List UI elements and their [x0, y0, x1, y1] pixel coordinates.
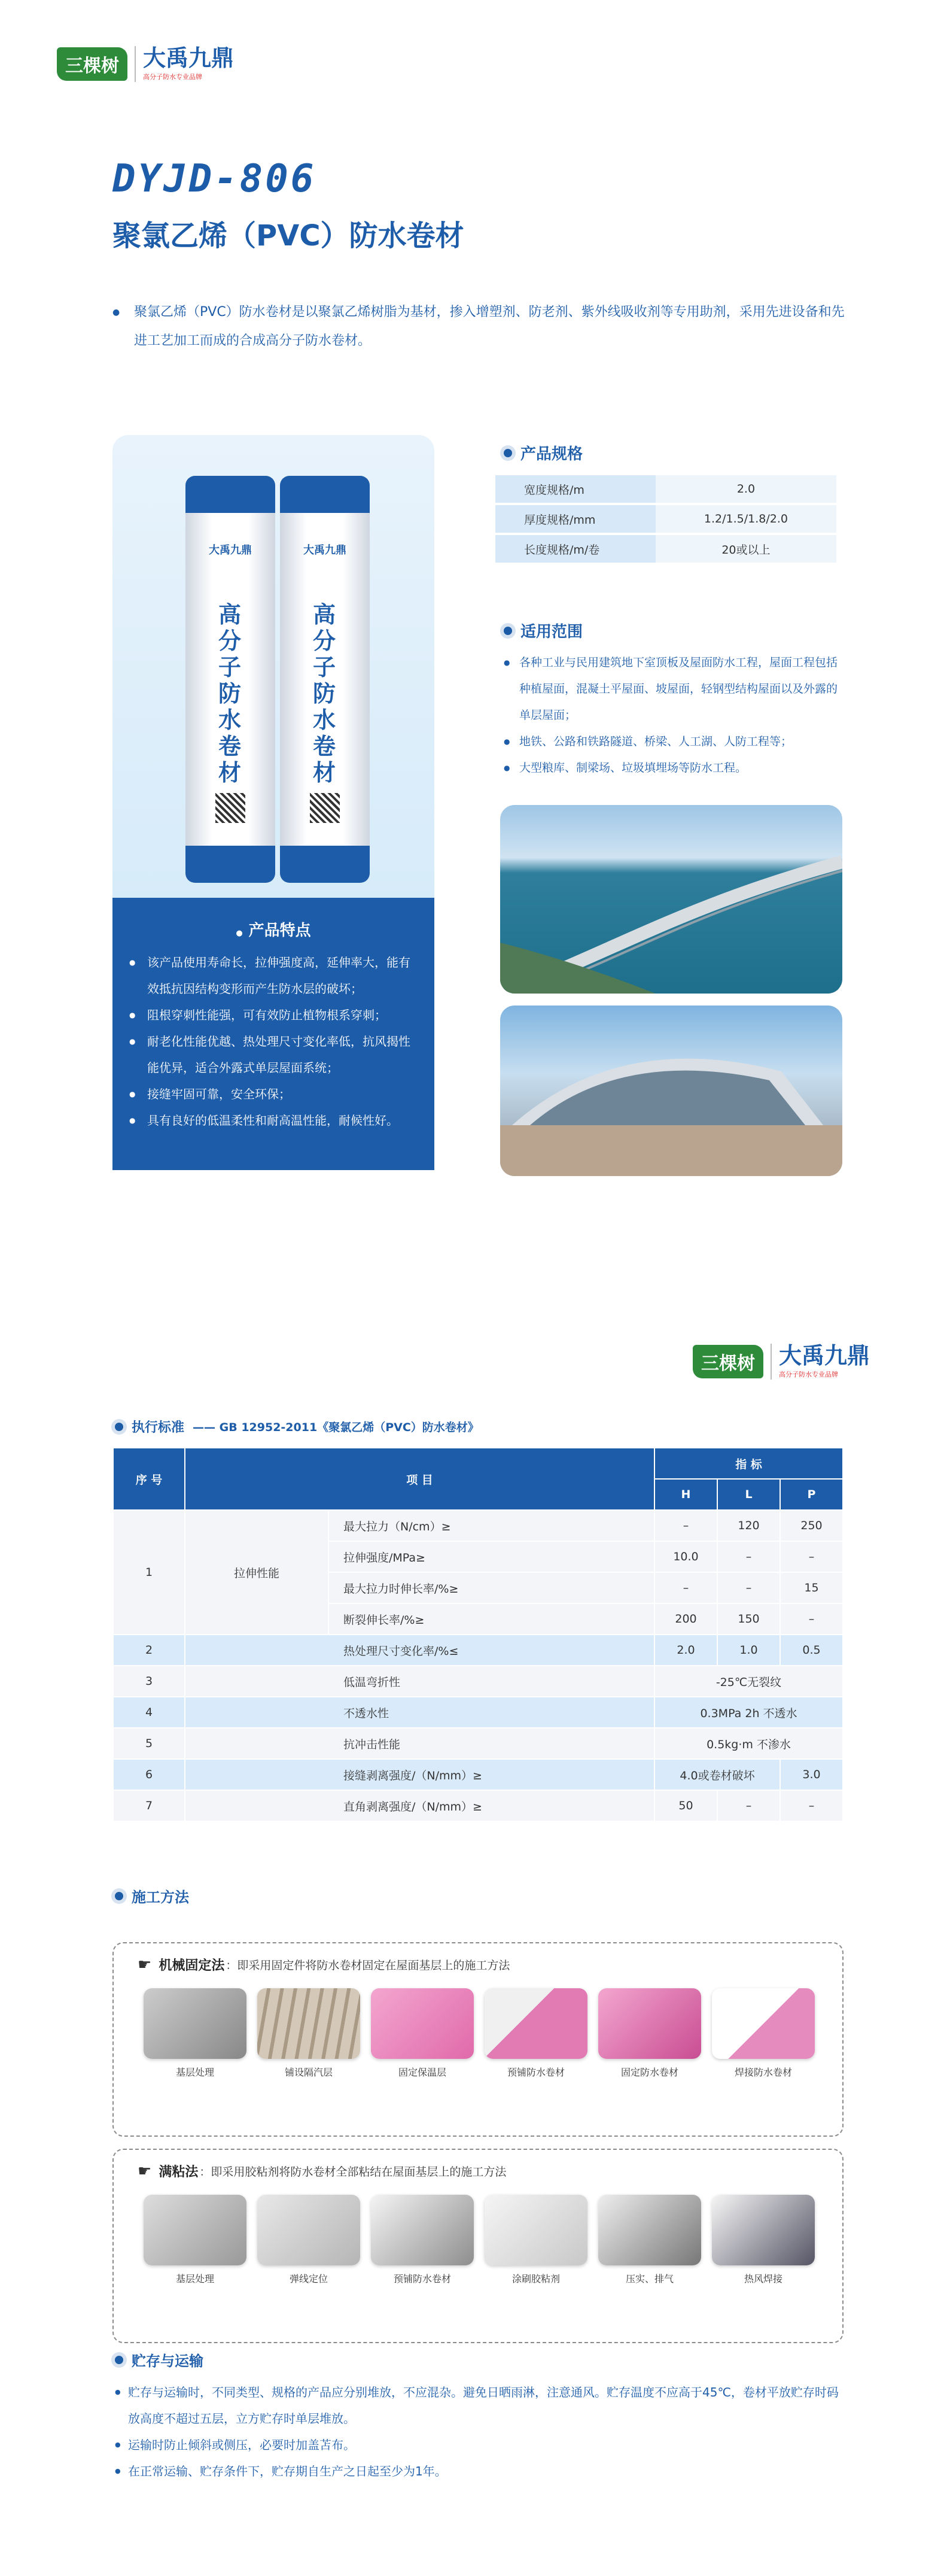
features-panel	[112, 898, 434, 1170]
mech-method-desc: ：即采用固定件将防水卷材固定在屋面基层上的施工方法	[226, 1959, 510, 1972]
feature-item: ● 耐老化性能优越、热处理尺寸变化率低，抗风揭性能优异，适合外露式单层屋面系统；	[129, 1028, 414, 1081]
col-header-item: 项 目	[185, 1448, 654, 1510]
full-method-title	[138, 2162, 506, 2180]
cell-no: 5	[113, 1728, 185, 1759]
mech-step	[144, 1988, 246, 2079]
mech-step	[485, 1988, 587, 2079]
roll-band-bottom	[185, 846, 275, 883]
standard-heading	[115, 1417, 479, 1436]
hand-icon: ☛	[138, 2162, 152, 2180]
roll-band-top	[185, 476, 275, 513]
scope-heading	[504, 619, 583, 642]
step-image	[144, 1988, 246, 2059]
step-label: 焊接防水卷材	[734, 2067, 792, 2078]
spec-value: 20或以上	[656, 535, 836, 563]
step-image	[598, 1988, 701, 2059]
cell-item: 不透水性	[185, 1697, 654, 1728]
features-heading-dot: ●	[236, 929, 243, 938]
col-header-p: P	[780, 1479, 843, 1510]
cell-h: 200	[654, 1603, 717, 1635]
cell-l: 120	[717, 1510, 780, 1541]
spec-row	[495, 505, 836, 533]
feature-item: ● 阻根穿刺性能强，可有效防止植物根系穿刺；	[129, 1002, 414, 1028]
features-heading-text: 产品特点	[248, 922, 311, 940]
roll-logo: 大禹九鼎	[209, 544, 252, 557]
cell-p: –	[780, 1603, 843, 1635]
feature-item: ● 具有良好的低温柔性和耐高温性能，耐候性好。	[129, 1107, 414, 1134]
brand-name: 大禹九鼎	[779, 1342, 870, 1369]
cell-l: 1.0	[717, 1635, 780, 1666]
product-model: DYJD-806	[112, 157, 316, 201]
feature-item: ● 该产品使用寿命长，拉伸强度高，延伸率大，能有效抵抗因结构变形而产生防水层的破坏；	[129, 949, 414, 1002]
spec-row	[495, 475, 836, 503]
scope-heading-text: 适用范围	[520, 623, 583, 641]
step-label: 压实、排气	[625, 2273, 674, 2285]
step-image	[485, 1988, 587, 2059]
heading-dot	[504, 449, 512, 457]
expo-center-photo	[500, 1006, 842, 1176]
cell-p: 15	[780, 1572, 843, 1603]
cell-no: 2	[113, 1635, 185, 1666]
storage-heading	[115, 2349, 203, 2370]
cell-p: –	[780, 1790, 843, 1821]
logo-divider	[135, 46, 136, 82]
col-header-h: H	[654, 1479, 717, 1510]
spec-value: 2.0	[656, 475, 836, 503]
mech-step	[598, 1988, 701, 2079]
cell-h: 2.0	[654, 1635, 717, 1666]
mech-step	[371, 1988, 474, 2079]
step-image	[712, 2195, 815, 2265]
cell-l: 150	[717, 1603, 780, 1635]
cell-no: 4	[113, 1697, 185, 1728]
cell-item: 低温弯折性	[185, 1666, 654, 1697]
heading-dot	[504, 627, 512, 635]
table-row	[113, 1728, 843, 1759]
cell-p: 0.5	[780, 1635, 843, 1666]
mech-step	[712, 1988, 815, 2079]
hand-icon: ☛	[138, 1955, 152, 1974]
step-label: 弹线定位	[289, 2273, 328, 2285]
product-image-panel	[112, 435, 434, 907]
step-label: 热风焊接	[744, 2273, 782, 2285]
mech-method-name: 机械固定法	[159, 1958, 225, 1973]
spec-label: 长度规格/m/卷	[495, 535, 656, 563]
cell-group: 拉伸性能	[185, 1510, 328, 1635]
cell-h: –	[654, 1572, 717, 1603]
col-header-l: L	[717, 1479, 780, 1510]
cell-no: 1	[113, 1510, 185, 1635]
scope-list	[504, 649, 842, 781]
scope-item: ● 各种工业与民用建筑地下室顶板及屋面防水工程，屋面工程包括种植屋面，混凝土平屋面、坡屋面，轻钢型结构屋面以及外露的单层屋面；	[504, 649, 842, 728]
table-row	[113, 1510, 843, 1541]
full-step	[598, 2195, 701, 2285]
bridge-photo	[500, 805, 842, 994]
standard-table	[112, 1447, 844, 1822]
full-method-name: 满粘法	[159, 2165, 199, 2180]
logo-divider	[771, 1344, 772, 1380]
product-roll-1	[185, 476, 275, 883]
mech-method-title	[138, 1955, 510, 1974]
cell-hl: 4.0或卷材破坏	[654, 1759, 780, 1790]
roll-text: 高分子防水卷材	[312, 602, 336, 786]
table-row	[113, 1759, 843, 1790]
mech-method-box	[112, 1942, 844, 2137]
storage-item: ● 运输时防止倾斜或侧压，必要时加盖苫布。	[115, 2432, 846, 2458]
scope-item: ● 大型粮库、制梁场、垃圾填埋场等防水工程。	[504, 755, 842, 781]
col-header-index: 指 标	[654, 1448, 843, 1479]
scope-item: ● 地铁、公路和铁路隧道、桥梁、人工湖、人防工程等；	[504, 728, 842, 755]
step-image	[257, 1988, 360, 2059]
full-step	[257, 2195, 360, 2285]
cell-h: 50	[654, 1790, 717, 1821]
cell-no: 6	[113, 1759, 185, 1790]
cell-item: 直角剥离强度/（N/mm）≥	[185, 1790, 654, 1821]
cell-item: 热处理尺寸变化率/%≤	[185, 1635, 654, 1666]
heading-dot	[115, 2356, 123, 2364]
cell-item: 接缝剥离强度/（N/mm）≥	[185, 1759, 654, 1790]
heading-dot	[115, 1892, 123, 1900]
roll-qr	[310, 793, 340, 823]
step-label: 固定保温层	[398, 2067, 446, 2078]
full-method-desc: ：即采用胶粘剂将防水卷材全部粘结在屋面基层上的施工方法	[199, 2165, 507, 2179]
table-row	[113, 1790, 843, 1821]
spec-value: 1.2/1.5/1.8/2.0	[656, 505, 836, 533]
building-drawing	[500, 1006, 842, 1176]
brand-slogan: 高分子防水专业品牌	[779, 1371, 838, 1378]
step-image	[485, 2195, 587, 2265]
full-step	[144, 2195, 246, 2285]
header-logos	[57, 43, 234, 85]
cell-merged: 0.3MPa 2h 不透水	[654, 1697, 843, 1728]
specs-heading	[504, 442, 583, 464]
specs-heading-text: 产品规格	[520, 445, 583, 463]
storage-heading-text: 贮存与运输	[132, 2353, 203, 2370]
step-label: 预铺防水卷材	[507, 2067, 565, 2078]
table-row	[113, 1697, 843, 1728]
cell-l: –	[717, 1572, 780, 1603]
product-roll-2	[280, 476, 370, 883]
cell-h: 10.0	[654, 1541, 717, 1572]
cell-item: 最大拉力（N/cm）≥	[328, 1510, 654, 1541]
step-label: 基层处理	[175, 2273, 214, 2285]
full-step	[712, 2195, 815, 2285]
standard-ref: —— GB 12952-2011《聚氯乙烯（PVC）防水卷材》	[193, 1421, 479, 1434]
full-adhesion-box	[112, 2149, 844, 2343]
cell-l: –	[717, 1541, 780, 1572]
sankeshu-logo: 三棵树	[693, 1345, 763, 1378]
step-label: 基层处理	[175, 2067, 214, 2078]
step-image	[371, 1988, 474, 2059]
full-step	[485, 2195, 587, 2285]
spec-label: 厚度规格/mm	[495, 505, 656, 533]
col-header-no: 序 号	[113, 1448, 185, 1510]
cell-p: 250	[780, 1510, 843, 1541]
cell-merged: -25℃无裂纹	[654, 1666, 843, 1697]
construction-heading	[115, 1885, 189, 1906]
cell-item: 拉伸强度/MPa≥	[328, 1541, 654, 1572]
step-image	[371, 2195, 474, 2265]
cell-p: –	[780, 1541, 843, 1572]
standard-heading-text: 执行标准	[132, 1420, 185, 1435]
roll-qr	[215, 793, 245, 823]
storage-item: ● 贮存与运输时，不同类型、规格的产品应分别堆放，不应混杂。避免日晒雨淋，注意通风。贮存温度不应高于45℃，卷材平放贮存时码放高度不超过五层，立方贮存时单层堆放。	[115, 2379, 846, 2432]
feature-item: ● 接缝牢固可靠，安全环保；	[129, 1081, 414, 1107]
sankeshu-logo: 三棵树	[57, 47, 127, 81]
step-image	[144, 2195, 246, 2265]
table-row	[113, 1635, 843, 1666]
cell-item: 断裂伸长率/%≥	[328, 1603, 654, 1635]
step-label: 涂刷胶粘剂	[511, 2273, 560, 2285]
intro-text: 聚氯乙烯（PVC）防水卷材是以聚氯乙烯树脂为基材，掺入增塑剂、防老剂、紫外线吸收剂等专用助剂，采用先进设备和先进工艺加工而成的合成高分子防水卷材。	[134, 305, 845, 348]
brand-slogan: 高分子防水专业品牌	[143, 73, 202, 81]
cell-no: 7	[113, 1790, 185, 1821]
features-heading	[112, 918, 434, 940]
roll-band-top	[280, 476, 370, 513]
cell-item: 抗冲击性能	[185, 1728, 654, 1759]
cell-l: –	[717, 1790, 780, 1821]
roll-band-bottom	[280, 846, 370, 883]
step-label: 铺设隔汽层	[284, 2067, 333, 2078]
spec-label: 宽度规格/m	[495, 475, 656, 503]
spec-row	[495, 535, 836, 563]
table-row	[113, 1666, 843, 1697]
step-image	[598, 2195, 701, 2265]
step-image	[712, 1988, 815, 2059]
storage-item: ● 在正常运输、贮存条件下，贮存期自生产之日起至少为1年。	[115, 2458, 846, 2484]
features-list	[129, 949, 414, 1134]
cell-merged: 0.5kg·m 不渗水	[654, 1728, 843, 1759]
specs-table	[495, 473, 836, 565]
construction-heading-text: 施工方法	[132, 1889, 189, 1906]
step-label: 预铺防水卷材	[393, 2273, 451, 2285]
storage-list	[115, 2379, 846, 2484]
product-name: 聚氯乙烯（PVC）防水卷材	[112, 219, 464, 253]
mech-step	[257, 1988, 360, 2079]
bridge-drawing	[500, 805, 842, 994]
full-step	[371, 2195, 474, 2285]
section2-logos	[693, 1341, 870, 1383]
product-intro	[112, 298, 845, 356]
step-label: 固定防水卷材	[620, 2067, 678, 2078]
cell-h: –	[654, 1510, 717, 1541]
step-image	[257, 2195, 360, 2265]
heading-dot	[115, 1423, 123, 1431]
cell-item: 最大拉力时伸长率/%≥	[328, 1572, 654, 1603]
brand-name: 大禹九鼎	[143, 45, 235, 71]
roll-logo: 大禹九鼎	[303, 544, 346, 557]
cell-p: 3.0	[780, 1759, 843, 1790]
roll-text: 高分子防水卷材	[218, 602, 241, 786]
intro-bullet: ●	[112, 308, 120, 317]
cell-no: 3	[113, 1666, 185, 1697]
